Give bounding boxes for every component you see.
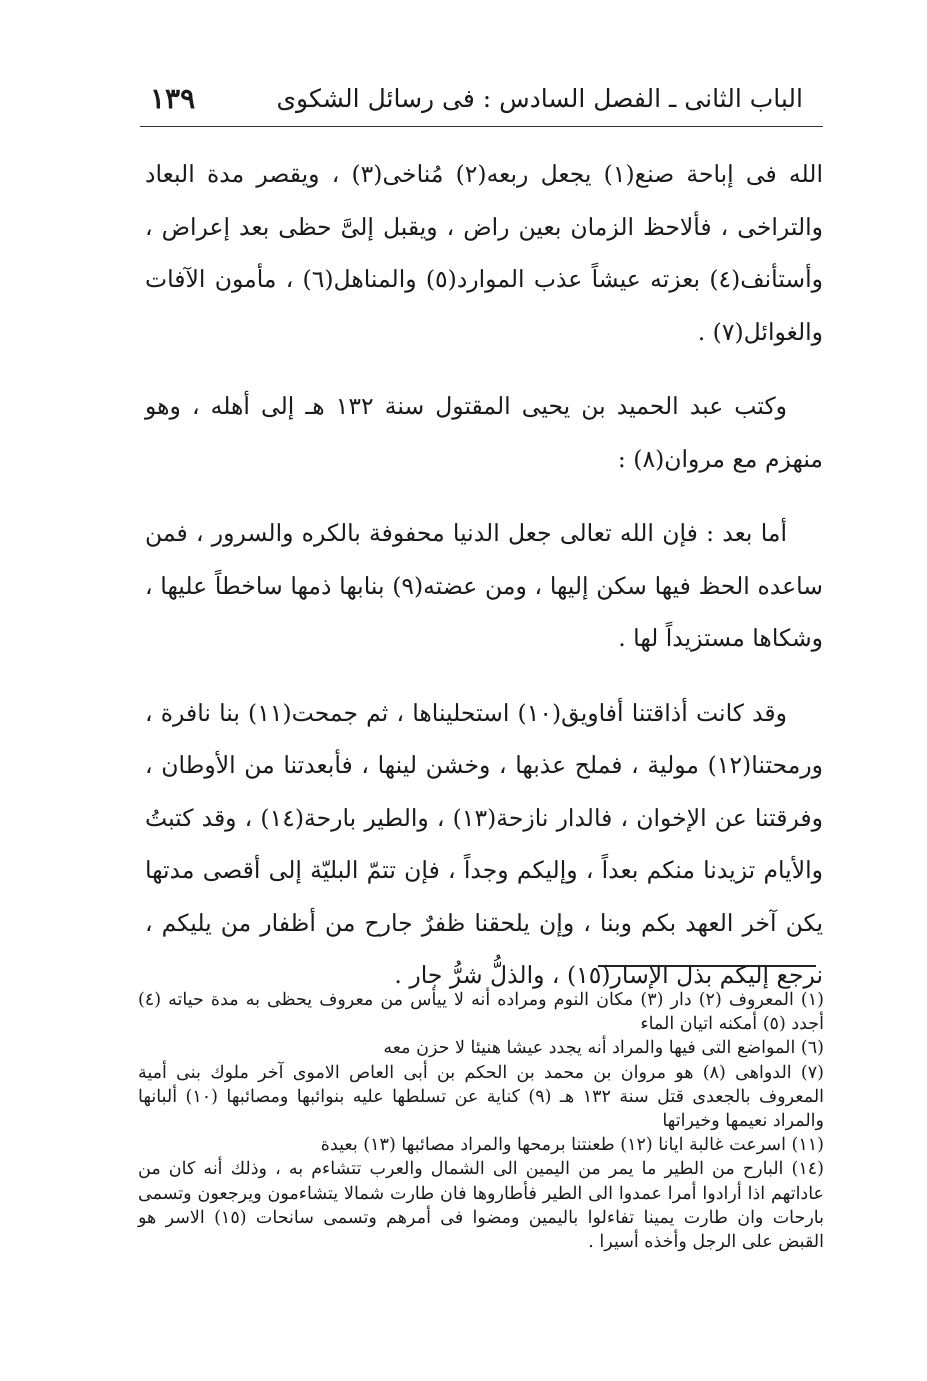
footnote-line: (١) المعروف (٢) دار (٣) مكان النوم ومراده أنه لا ييأس من معروف يحظى به مدة حياته (٤) أجدد (٥) أمكنه اتيان الماء	[138, 990, 824, 1035]
footnotes	[138, 988, 824, 1254]
header-divider	[140, 126, 823, 127]
paragraph-letter-opening: أما بعد : فإن الله تعالى جعل الدنيا محفوفة بالكره والسرور ، فمن ساعده الحظ فيها سكن إليها ، ومن عضته(٩) بنابها ذمها ساخطاً عليها ، وشكاها مستزيداً لها .	[145, 519, 823, 652]
footnote-line: (٧) الدواهى (٨) هو مروان بن محمد بن الحكم بن أبى العاص الاموى آخر ملوك بنى أمية المعروف بالجعدى قتل سنة ١٣٢ هـ (٩) كناية عن تسلطها عليه بنوائبها ومصائبها (١٠) ألبانها والمراد نعيمها وخيراتها	[138, 1062, 825, 1132]
paragraph-continuation: الله فى إباحة صنع(١) يجعل ربعه(٢) مُناخى(٣) ، ويقصر مدة البعاد والتراخى ، فألاحظ الزمان بعين راض ، ويقبل إلىَّ حظى بعد إعراض ، وأستأنف(٤) بعزته عيشاً عذب الموارد(٥) والمناهل(٦) ، مأمون الآفات والغوائل(٧) .	[145, 160, 823, 346]
paragraph-letter-intro: وكتب عبد الحميد بن يحيى المقتول سنة ١٣٢ هـ إلى أهله ، وهو منهزم مع مروان(٨) :	[145, 392, 823, 473]
footnote-line: (١٤) البارح من الطير ما يمر من اليمين الى الشمال والعرب تتشاءم به ، وذلك أنه كان من عاداتهم اذا أرادوا أمرا عمدوا الى الطير فأطاروها فان طارت شمالا يتشاءمون ويرجعون وتسمى بارحات وان طارت يمينا تفاءلوا باليمين ومضوا فى أمرهم وتسمى سانحات (١٥) الاسر هو القبض على الرجل وأخذه أسيرا .	[138, 1159, 824, 1253]
footnote-line: (١١) اسرعت غالبة ايانا (١٢) طعنتنا برمحها والمراد مصائبها (١٣) بعيدة	[320, 1135, 824, 1156]
chapter-title: الباب الثانى ـ الفصل السادس : فى رسائل الشكوى	[276, 84, 803, 113]
running-header	[140, 78, 823, 126]
paragraph-letter-body: وقد كانت أذاقتنا أفاويق(١٠) استحليناها ، ثم جمحت(١١) بنا نافرة ، ورمحتنا(١٢) مولية ، فملح عذبها ، وخشن لينها ، فأبعدتنا من الأوطان ، وفرقتنا عن الإخوان ، فالدار نازحة(١٣) ، والطير بارحة(١٤) ، وقد كتبتُ والأيام تزيدنا منكم بعداً ، وإليكم وجداً ، فإن تتمّ البليّة إلى أقصى مدتها يكن آخر العهد بكم وبنا ، وإن يلحقنا ظفرٌ جارح من أظفار من يليكم ، نرجع إليكم بذل الإسار(١٥) ، والذلُّ شرُّ جار .	[145, 698, 824, 989]
footnote-divider	[598, 965, 816, 967]
main-text	[145, 148, 823, 1002]
footnote-line: (٦) المواضع التى فيها والمراد أنه يجدد عيشا هنيئا لا حزن معه	[383, 1038, 824, 1059]
page-number: ١٣٩	[150, 82, 196, 115]
